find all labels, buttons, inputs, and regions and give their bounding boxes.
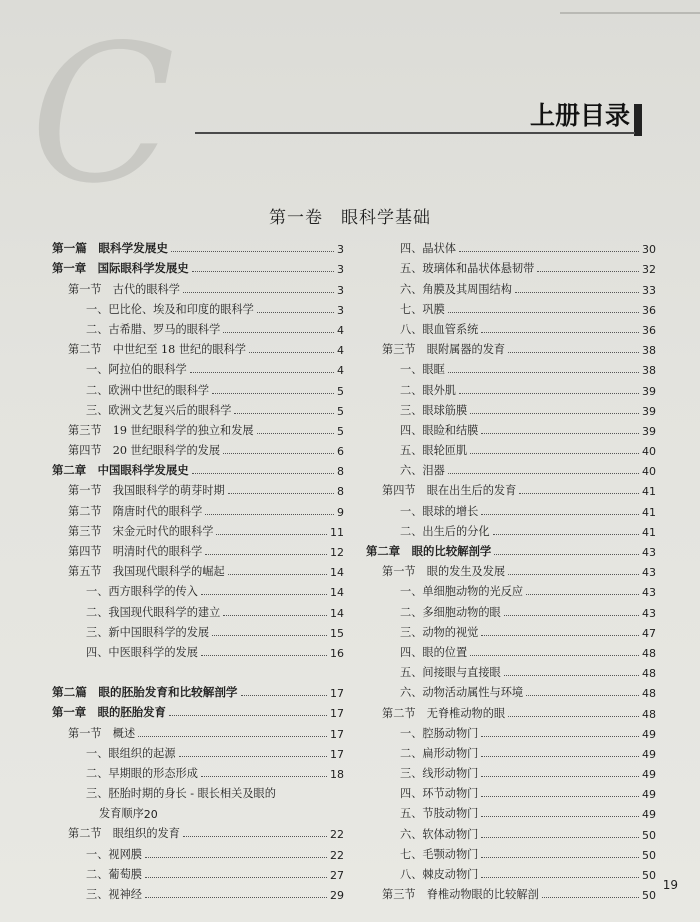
toc-entry-item	[52, 640, 344, 660]
toc-entry-title: 二、葡萄膜	[86, 867, 142, 881]
toc-entry-page: 3	[337, 243, 344, 257]
toc-entry-item	[366, 821, 656, 841]
toc-entry-item	[366, 317, 656, 337]
toc-entry-item	[366, 236, 656, 256]
dot-leader	[519, 493, 639, 494]
toc-entry-page: 17	[330, 727, 344, 741]
toc-entry-page: 8	[337, 485, 344, 499]
dot-leader	[481, 433, 639, 434]
toc-entry-title: 一、眼组织的起源	[86, 746, 176, 760]
toc-entry-page: 39	[642, 384, 656, 398]
toc-entry-page: 36	[642, 323, 656, 337]
toc-entry-title: 二、扁形动物门	[400, 746, 479, 760]
dot-leader	[183, 292, 334, 293]
dot-leader	[179, 756, 327, 757]
toc-entry-section	[52, 498, 344, 518]
toc-entry-item	[366, 801, 656, 821]
toc-entry-title: 第二章 眼的比较解剖学	[366, 544, 492, 558]
toc-entry-title: 八、棘皮动物门	[400, 868, 479, 881]
toc-entry-page: 3	[337, 303, 344, 317]
dot-leader	[481, 332, 639, 333]
toc-entry-item	[52, 357, 344, 377]
toc-entry-item	[366, 781, 656, 801]
dot-leader	[537, 271, 639, 272]
toc-entry-item	[52, 317, 344, 337]
toc-entry-title: 三、线形动物门	[400, 767, 479, 781]
dot-leader	[223, 332, 334, 333]
toc-entry-title: 三、视神经	[86, 888, 142, 901]
toc-entry-section	[52, 519, 344, 539]
dot-leader	[470, 453, 639, 454]
toc-entry-title: 二、欧洲中世纪的眼科学	[86, 383, 210, 397]
toc-entry-page: 50	[642, 869, 656, 882]
dot-leader	[493, 534, 639, 535]
toc-entry-title: 第二节 眼组织的发育	[68, 827, 180, 841]
toc-entry-page: 41	[642, 485, 656, 499]
dot-leader	[481, 857, 639, 858]
toc-entry-page: 3	[337, 263, 344, 277]
dot-leader	[228, 493, 334, 494]
toc-entry-item	[366, 761, 656, 781]
dot-leader	[223, 615, 327, 616]
toc-entry-title: 二、眼外肌	[400, 383, 456, 397]
toc-entry-title: 一、视网膜	[86, 847, 142, 861]
toc-entry-page: 50	[642, 828, 656, 842]
toc-entry-item	[366, 579, 656, 599]
toc-entry-item	[366, 357, 656, 377]
toc-entry-item	[366, 498, 656, 518]
toc-entry-page: 17	[330, 707, 344, 721]
dot-leader	[212, 393, 334, 394]
dot-leader	[504, 675, 639, 676]
dot-leader	[508, 716, 639, 717]
toc-entry-page: 32	[642, 263, 656, 277]
toc-entry-page: 16	[330, 646, 344, 660]
toc-entry-section	[52, 337, 344, 357]
toc-entry-page: 11	[330, 525, 344, 539]
toc-entry-item	[366, 398, 656, 418]
toc-entry-title: 三、欧洲文艺复兴后的眼科学	[86, 403, 232, 417]
toc-entry-page: 33	[642, 283, 656, 297]
toc-entry-item	[366, 256, 656, 276]
toc-entry-page: 9	[337, 505, 344, 519]
toc-entry-item	[366, 660, 656, 680]
toc-entry-page: 18	[330, 767, 344, 781]
toc-entry-title: 六、角膜及其周围结构	[400, 282, 512, 296]
toc-entry-item	[52, 741, 344, 761]
dot-leader	[494, 554, 639, 555]
toc-entry-page: 14	[330, 566, 344, 580]
toc-entry-page: 41	[642, 505, 656, 519]
toc-entry-title: 一、巴比伦、埃及和印度的眼科学	[86, 302, 254, 316]
dot-leader	[542, 897, 639, 898]
toc-entry-section	[52, 539, 344, 559]
header-rule	[195, 132, 635, 134]
toc-entry-page: 17	[330, 747, 344, 761]
toc-entry-title: 第一节 概述	[68, 726, 136, 740]
toc-entry-title: 一、西方眼科学的传入	[86, 585, 198, 599]
toc-entry-page: 15	[330, 626, 344, 640]
toc-entry-title: 第二节 中世纪至 18 世纪的眼科学	[68, 343, 246, 357]
toc-entry-page: 4	[337, 323, 344, 337]
toc-entry-page: 50	[642, 848, 656, 862]
dot-leader	[481, 736, 639, 737]
toc-entry-page: 38	[642, 364, 656, 378]
toc-entry-page: 43	[642, 586, 656, 600]
toc-entry-title: 第四节 20 世纪眼科学的发展	[68, 444, 221, 458]
toc-entry-item	[366, 599, 656, 619]
toc-entry-title: 第一节 古代的眼科学	[68, 282, 180, 296]
toc-entry-chapter	[52, 256, 344, 276]
toc-entry-chapter	[52, 700, 344, 720]
toc-entry-page: 43	[642, 606, 656, 620]
toc-entry-title: 第三节 眼附属器的发育	[382, 343, 506, 357]
toc-entry-title: 第一节 眼的发生及发展	[382, 565, 506, 579]
toc-entry-title: 一、眼眶	[400, 363, 445, 377]
header-title: 上册目录	[529, 101, 630, 130]
toc-entry-page: 20	[143, 808, 158, 822]
toc-entry-title: 第二篇 眼的胚胎发育和比较解剖学	[52, 685, 238, 700]
toc-entry-item	[366, 458, 656, 478]
toc-entry-page: 39	[642, 424, 656, 438]
toc-entry-page: 41	[642, 525, 656, 539]
toc-entry-item	[366, 418, 656, 438]
toc-entry-section	[52, 720, 344, 740]
toc-entry-page: 12	[330, 546, 344, 559]
toc-entry-item	[366, 842, 656, 862]
toc-entry-page: 38	[642, 344, 656, 358]
toc-entry-item	[52, 882, 344, 902]
dot-leader	[216, 534, 327, 535]
dot-leader	[470, 413, 639, 414]
toc-entry-title: 五、间接眼与直接眼	[400, 666, 501, 680]
dot-leader	[201, 776, 327, 777]
toc-entry-item	[366, 519, 656, 539]
toc-entry-section	[366, 337, 656, 357]
dot-leader	[448, 312, 639, 313]
toc-entry-page: 40	[642, 465, 656, 479]
toc-entry-page: 8	[337, 465, 344, 479]
dot-leader	[145, 897, 327, 898]
dot-leader	[249, 352, 334, 353]
dot-leader	[138, 736, 327, 737]
toc-entry-title: 四、晶状体	[400, 242, 456, 256]
toc-entry-page: 49	[642, 808, 656, 822]
dot-leader	[201, 655, 327, 656]
dot-leader	[205, 554, 327, 555]
toc-entry-page: 48	[642, 667, 656, 681]
dot-leader	[515, 292, 639, 293]
toc-entry-title: 第一章 国际眼科学发展史	[52, 261, 189, 276]
toc-entry-title: 七、毛颚动物门	[400, 847, 479, 861]
dot-leader	[192, 473, 334, 474]
toc-entry-title: 一、腔肠动物门	[400, 726, 479, 740]
toc-entry-part	[52, 680, 344, 700]
header-bar	[634, 104, 642, 136]
toc-entry-title: 四、眼的位置	[400, 645, 468, 659]
toc-entry-title: 发育顺序	[99, 807, 144, 821]
toc-entry-title: 三、胚胎时期的身长 - 眼长相关及眼的	[86, 787, 276, 801]
toc-entry-title: 二、古希腊、罗马的眼科学	[86, 322, 221, 336]
toc-entry-item	[52, 297, 344, 317]
toc-entry-section	[52, 478, 344, 498]
toc-entry-page: 3	[337, 283, 344, 297]
dot-leader	[223, 453, 334, 454]
toc-entry-page: 30	[642, 243, 656, 257]
toc-entry-title: 第四节 明清时代的眼科学	[68, 545, 203, 558]
toc-left-column	[52, 236, 344, 902]
toc-entry-item	[366, 377, 656, 397]
toc-entry-title: 三、眼球筋膜	[400, 403, 468, 417]
toc-entry-page: 5	[337, 384, 344, 398]
toc-entry-page: 49	[642, 768, 656, 782]
toc-entry-item	[52, 398, 344, 418]
toc-entry-title: 二、我国现代眼科学的建立	[86, 605, 221, 619]
toc-entry-title: 第二章 中国眼科学发展史	[52, 463, 189, 478]
toc-entry-page: 29	[330, 889, 344, 902]
toc-entry-page: 49	[642, 747, 656, 761]
toc-entry-page: 5	[337, 404, 344, 418]
dot-leader	[257, 433, 334, 434]
toc-entry-page: 48	[642, 687, 656, 701]
toc-entry-item	[366, 297, 656, 317]
toc-entry-title: 一、眼球的增长	[400, 504, 479, 518]
toc-entry-title: 第三节 19 世纪眼科学的独立和发展	[68, 423, 254, 437]
toc-entry-page: 36	[642, 303, 656, 317]
dot-leader	[145, 877, 327, 878]
dot-leader	[504, 615, 639, 616]
toc-entry-page: 5	[337, 424, 344, 438]
toc-entry-section	[366, 700, 656, 720]
toc-entry-title: 第三节 宋金元时代的眼科学	[68, 524, 214, 538]
dot-leader	[459, 393, 639, 394]
dot-leader	[257, 312, 334, 313]
toc-entry-page: 49	[642, 788, 656, 802]
dot-leader	[481, 635, 639, 636]
toc-entry-title: 第三节 脊椎动物眼的比较解剖	[382, 888, 539, 902]
toc-entry-item	[366, 276, 656, 296]
dot-leader	[481, 514, 639, 515]
toc-entry-item	[52, 599, 344, 619]
toc-entry-page: 40	[642, 445, 656, 459]
toc-entry-title: 四、中医眼科学的发展	[86, 645, 198, 659]
toc-entry-item	[52, 620, 344, 640]
toc-entry-title: 二、早期眼的形态形成	[86, 766, 198, 780]
toc-entry-item	[366, 680, 656, 700]
toc-entry-page: 14	[330, 606, 344, 620]
toc-entry-title: 第一节 我国眼科学的萌芽时期	[68, 484, 225, 498]
dot-leader	[459, 251, 639, 252]
toc-entry-title: 第二节 隋唐时代的眼科学	[68, 504, 203, 518]
dot-leader	[448, 473, 639, 474]
toc-entry-item	[52, 377, 344, 397]
toc-entry-section	[52, 276, 344, 296]
toc-entry-title: 第一篇 眼科学发展史	[52, 241, 168, 256]
toc-entry-chapter	[52, 458, 344, 478]
page-number: 19	[662, 878, 678, 892]
toc-entry-title: 三、新中国眼科学的发展	[86, 625, 210, 639]
toc-entry-section	[52, 438, 344, 458]
toc-entry-title: 四、环节动物门	[400, 787, 479, 801]
dot-leader	[481, 877, 639, 878]
toc-entry-page: 4	[337, 344, 344, 358]
toc-entry-title: 第一章 眼的胚胎发育	[52, 705, 166, 720]
toc-entry-item	[366, 438, 656, 458]
toc-entry-title: 第五节 我国现代眼科学的崛起	[68, 565, 225, 579]
dot-leader	[234, 413, 334, 414]
toc-entry-page: 49	[642, 727, 656, 741]
toc-entry-title: 第四节 眼在出生后的发育	[382, 484, 517, 498]
toc-entry-title: 二、出生后的分化	[400, 524, 490, 538]
dot-leader	[481, 756, 639, 757]
toc-entry-chapter	[366, 539, 656, 559]
dot-leader	[526, 594, 639, 595]
toc-right-column	[366, 236, 656, 902]
toc-entry-section	[366, 478, 656, 498]
toc-entry-item	[52, 579, 344, 599]
top-rule	[560, 12, 700, 14]
dot-leader	[241, 695, 327, 696]
toc-entry-page: 43	[642, 566, 656, 580]
dot-leader	[481, 796, 639, 797]
toc-entry-title: 八、眼血管系统	[400, 322, 479, 336]
toc-entry-section	[52, 821, 344, 841]
toc-entry-item	[366, 862, 656, 882]
dot-leader	[212, 635, 327, 636]
toc-entry-page: 39	[642, 404, 656, 418]
toc-entry-item	[52, 862, 344, 882]
dot-leader	[508, 574, 639, 575]
toc-entry-cont	[52, 801, 344, 821]
toc-entry-page: 47	[642, 626, 656, 640]
toc-entry-section	[366, 882, 656, 902]
section-gap	[52, 660, 344, 680]
toc-entry-title: 六、泪器	[400, 464, 445, 478]
toc-entry-item	[366, 640, 656, 660]
toc-entry-page: 48	[642, 646, 656, 660]
toc-entry-title: 二、多细胞动物的眼	[400, 605, 501, 619]
toc-entry-title: 六、软体动物门	[400, 827, 479, 841]
toc-entry-title: 第二节 无脊椎动物的眼	[382, 706, 506, 720]
dot-leader	[470, 655, 639, 656]
toc-entry-part	[52, 236, 344, 256]
toc-entry-item	[52, 761, 344, 781]
dot-leader	[183, 836, 327, 837]
toc-entry-page: 22	[330, 848, 344, 862]
toc-entry-page: 48	[642, 707, 656, 721]
dot-leader	[169, 715, 327, 716]
toc-entry-page: 17	[330, 687, 344, 701]
toc-entry-title: 四、眼睑和结膜	[400, 423, 479, 437]
toc-entry-page: 27	[330, 868, 344, 882]
dot-leader	[192, 271, 334, 272]
toc-entry-page: 22	[330, 828, 344, 842]
toc-entry-title: 五、玻璃体和晶状体悬韧带	[400, 262, 535, 276]
dot-leader	[508, 352, 639, 353]
dot-leader	[190, 372, 334, 373]
dot-leader	[481, 776, 639, 777]
toc-entry-page: 43	[642, 546, 656, 559]
toc-entry-item	[366, 721, 656, 741]
dot-leader	[526, 695, 639, 696]
volume-title: 第一卷 眼科学基础	[269, 208, 431, 228]
toc-entry-title: 一、阿拉伯的眼科学	[86, 363, 187, 377]
toc-entry-page: 4	[337, 364, 344, 378]
toc-entry-section	[52, 418, 344, 438]
dot-leader	[448, 372, 639, 373]
dot-leader	[481, 837, 639, 838]
toc-entry-item	[366, 741, 656, 761]
toc-entry-section	[366, 559, 656, 579]
toc-entry-page: 50	[642, 889, 656, 903]
toc-entry-title: 三、动物的视觉	[400, 625, 479, 639]
dot-leader	[481, 816, 639, 817]
dot-leader	[171, 251, 334, 252]
toc-entry-page: 14	[330, 586, 344, 600]
toc-entry-item	[366, 620, 656, 640]
dot-leader	[145, 857, 327, 858]
toc-entry-section	[52, 559, 344, 579]
toc-entry-title: 六、动物活动属性与环境	[400, 686, 524, 700]
toc-entry-title: 五、眼轮匝肌	[400, 444, 468, 458]
toc-entry-title: 七、巩膜	[400, 302, 445, 316]
toc-entry-page: 6	[337, 445, 344, 459]
toc-entry-title: 五、节肢动物门	[400, 807, 479, 821]
toc-entry-item	[52, 841, 344, 861]
toc-entry-title: 一、单细胞动物的光反应	[400, 585, 524, 599]
dot-leader	[228, 574, 327, 575]
dot-leader	[205, 514, 334, 515]
toc-entry-item	[52, 781, 344, 801]
decorative-letter-c-icon: C	[30, 4, 176, 225]
dot-leader	[201, 594, 327, 595]
